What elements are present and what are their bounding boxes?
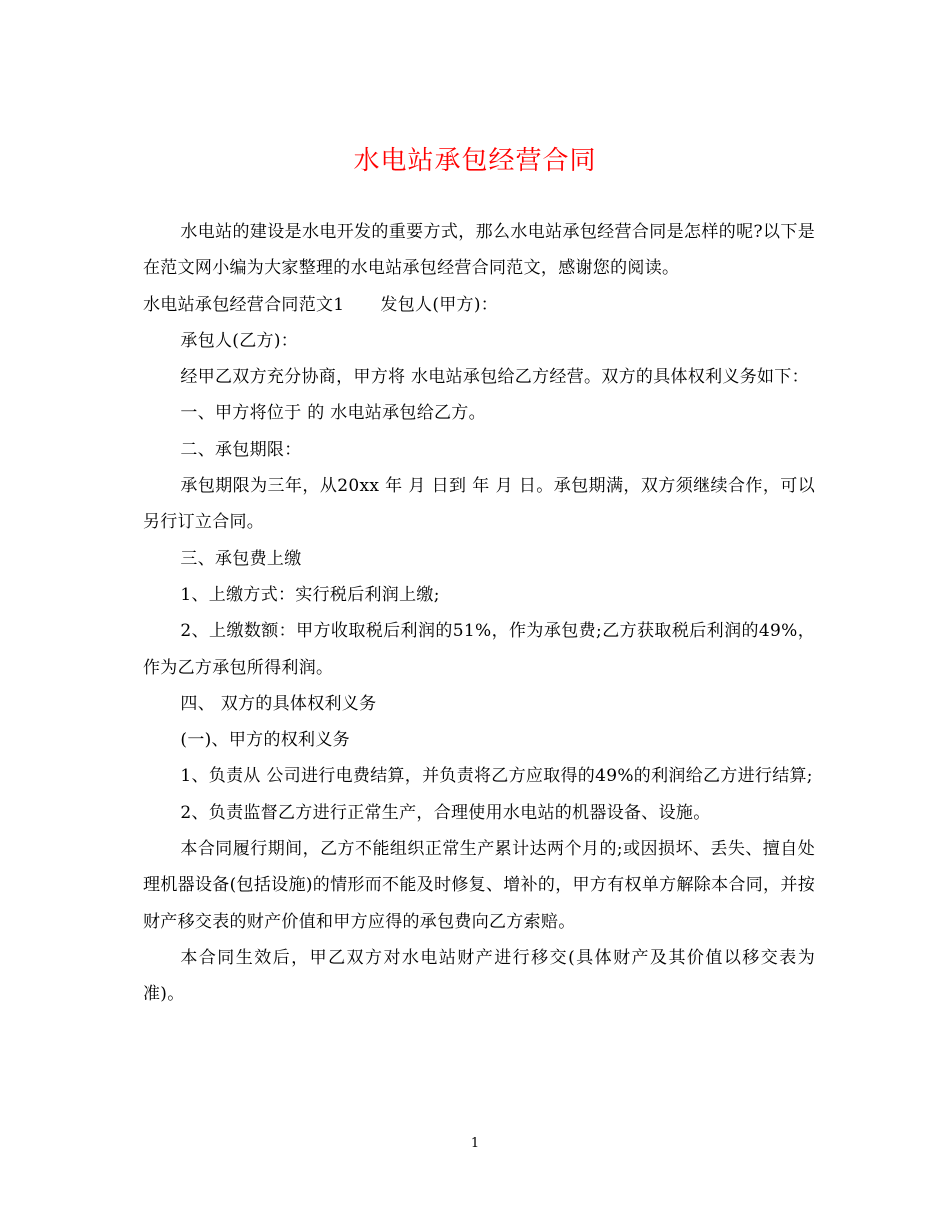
paragraph-clause-3-heading: 三、承包费上缴 (180, 548, 302, 569)
paragraph-payment-method: 1、上缴方式：实行税后利润上缴; (180, 584, 440, 605)
paragraph-party-a-duty-1: 1、负责从 公司进行电费结算，并负责将乙方应取得的49%的利润给乙方进行结算; (180, 766, 813, 787)
paragraph-handover: 本合同生效后，甲乙双方对水电站财产进行移交(具体财产及其价值以移交表为准)。 (143, 947, 815, 1005)
sample-heading-text: 水电站承包经营合同范文1 (143, 294, 345, 315)
party-a-label: 发包人(甲方)： (380, 294, 499, 315)
paragraph-party-b: 承包人(乙方)： (180, 330, 299, 351)
paragraph-clause-4-heading: 四、 双方的具体权利义务 (180, 693, 377, 714)
paragraph-term: 承包期限为三年，从20xx 年 月 日到 年 月 日。承包期满，双方须继续合作，可以另行订立合同。 (143, 476, 815, 533)
document-title: 水电站承包经营合同 (353, 146, 597, 176)
paragraph-party-a-rights-heading: (一)、甲方的权利义务 (180, 730, 350, 751)
paragraph-party-a-duty-2: 2、负责监督乙方进行正常生产，合理使用水电站的机器设备、设施。 (180, 802, 711, 823)
paragraph-termination: 本合同履行期间，乙方不能组织正常生产累计达两个月的;或因损坏、丢失、擅自处理机器设备(包括设施)的情形而不能及时修复、增补的，甲方有权单方解除本合同，并按财产移交表的财产价值和甲方应得的承包费向乙方索赔。 (143, 839, 815, 932)
paragraph-clause-2-heading: 二、承包期限： (180, 439, 302, 460)
paragraph-intro: 水电站的建设是水电开发的重要方式，那么水电站承包经营合同是怎样的呢?以下是在范文网小编为大家整理的水电站承包经营合同范文，感谢您的阅读。 (143, 222, 815, 279)
paragraph-payment-amount: 2、上缴数额：甲方收取税后利润的51%，作为承包费;乙方获取税后利润的49%，作为乙方承包所得利润。 (143, 621, 815, 678)
paragraph-clause-1: 一、甲方将位于 的 水电站承包给乙方。 (180, 403, 486, 424)
paragraph-sample-heading (143, 287, 815, 323)
page-number: 1 (470, 1136, 480, 1151)
document-body (143, 214, 815, 1013)
paragraph-agreement: 经甲乙双方充分协商，甲方将 水电站承包给乙方经营。双方的具体权利义务如下： (180, 367, 809, 388)
